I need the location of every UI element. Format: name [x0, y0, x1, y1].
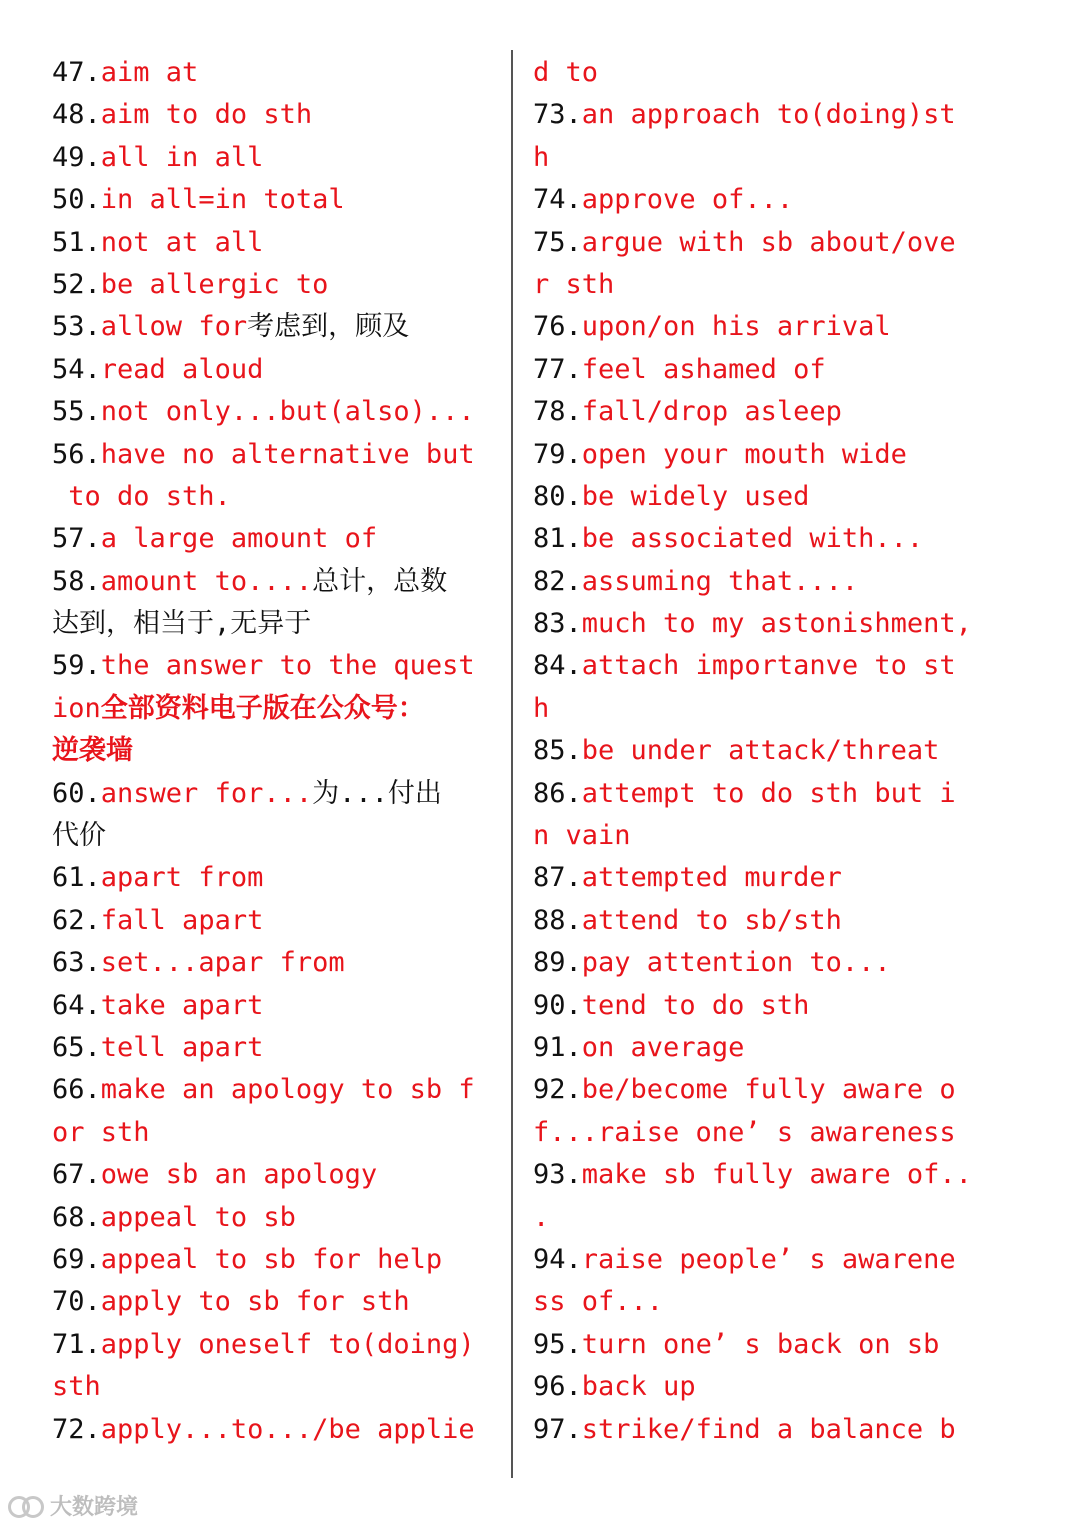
phrase-line [52, 1154, 492, 1196]
phrase-english: apart from [100, 862, 264, 894]
phrase-line [52, 561, 492, 603]
phrase-line [533, 603, 983, 645]
phrase-english: fall/drop asleep [581, 396, 842, 428]
watermark [8, 1490, 138, 1521]
phrase-english: make sb fully aware of.. [581, 1159, 972, 1191]
phrase-chinese-highlight: 逆袭墙 [52, 735, 133, 767]
phrase-number: 70. [52, 1286, 101, 1318]
phrase-english: be under attack/threat [581, 735, 940, 767]
phrase-english: strike/find a balance b [581, 1413, 956, 1445]
phrase-line [533, 1239, 983, 1281]
phrase-line [52, 857, 492, 899]
phrase-line [52, 476, 492, 518]
phrase-number: 86. [533, 777, 582, 809]
phrase-line [52, 137, 492, 179]
phrase-line [52, 1366, 492, 1408]
phrase-line [533, 222, 983, 264]
phrase-number: 76. [533, 311, 582, 343]
phrase-number: 94. [533, 1243, 582, 1275]
phrase-english: sth [52, 1371, 101, 1403]
phrase-number: 85. [533, 735, 582, 767]
phrase-line [52, 1409, 492, 1451]
phrase-number: 92. [533, 1074, 582, 1106]
phrase-english: fall apart [100, 904, 264, 936]
phrase-line [533, 94, 983, 136]
phrase-line [533, 476, 983, 518]
phrase-english: open your mouth wide [581, 438, 907, 470]
phrase-number: 53. [52, 311, 101, 343]
phrase-number: 87. [533, 862, 582, 894]
phrase-english: on average [581, 1031, 745, 1063]
phrase-english: a large amount of [100, 523, 378, 555]
phrase-number: 84. [533, 650, 582, 682]
phrase-english: attempt to do sth but i [581, 777, 956, 809]
phrase-line [52, 222, 492, 264]
phrase-line [52, 434, 492, 476]
phrase-line [533, 985, 983, 1027]
phrase-line [52, 603, 492, 645]
phrase-english: be associated with... [581, 523, 924, 555]
phrase-number: 52. [52, 268, 101, 300]
column-divider [511, 50, 513, 1478]
phrase-english: argue with sb about/ove [581, 226, 956, 258]
phrase-english: d to [533, 57, 599, 88]
phrase-number: 67. [52, 1159, 101, 1191]
phrase-number: 63. [52, 947, 101, 979]
phrase-line [52, 1197, 492, 1239]
phrase-line [533, 561, 983, 603]
phrase-number: 66. [52, 1074, 101, 1106]
phrase-number: 54. [52, 353, 101, 385]
phrase-line [533, 645, 983, 687]
phrase-line [52, 1281, 492, 1323]
phrase-english: apply to sb for sth [100, 1286, 410, 1318]
phrase-english: aim to do sth [100, 99, 313, 131]
phrase-number: 56. [52, 438, 101, 470]
phrase-line [533, 730, 983, 772]
phrase-line [533, 1281, 983, 1323]
phrase-chinese: 代价 [52, 820, 106, 852]
right-column [533, 52, 983, 1451]
phrase-english: aim at [100, 57, 199, 88]
phrase-english: much to my astonishment, [581, 608, 972, 640]
phrase-number: 90. [533, 989, 582, 1021]
phrase-chinese: 为...付出 [312, 777, 442, 809]
phrase-line [533, 900, 983, 942]
phrase-line [533, 688, 983, 730]
phrase-number: 78. [533, 396, 582, 428]
phrase-english: be allergic to [100, 268, 329, 300]
watermark-text: 大数跨境 [50, 1495, 139, 1520]
phrase-line [533, 349, 983, 391]
phrase-number: 74. [533, 184, 582, 216]
phrase-english: ss of... [533, 1286, 664, 1318]
phrase-line [533, 434, 983, 476]
phrase-english: feel ashamed of [581, 353, 826, 385]
phrase-number: 72. [52, 1413, 101, 1445]
phrase-english: r sth [533, 268, 615, 300]
phrase-number: 61. [52, 862, 101, 894]
phrase-line [52, 518, 492, 560]
phrase-number: 57. [52, 523, 101, 555]
phrase-line [533, 1154, 983, 1196]
phrase-line [52, 94, 492, 136]
phrase-english: not only...but(also)... [100, 396, 475, 428]
phrase-number: 96. [533, 1371, 582, 1403]
phrase-english: h [533, 692, 550, 724]
phrase-line [52, 815, 492, 857]
phrase-number: 89. [533, 947, 582, 979]
phrase-english: apply oneself to(doing) [100, 1328, 475, 1360]
phrase-number: 81. [533, 523, 582, 555]
phrase-number: 65. [52, 1031, 101, 1063]
phrase-number: 77. [533, 353, 582, 385]
phrase-line [52, 306, 492, 348]
phrase-english: owe sb an apology [100, 1159, 378, 1191]
phrase-line [52, 1112, 492, 1154]
phrase-number: 82. [533, 565, 582, 597]
phrase-number: 88. [533, 904, 582, 936]
phrase-line [533, 1409, 983, 1451]
phrase-line [533, 137, 983, 179]
phrase-english: pay attention to... [581, 947, 891, 979]
left-column [52, 52, 492, 1451]
phrase-english: apply...to.../be applie [100, 1413, 475, 1445]
phrase-number: 60. [52, 777, 101, 809]
phrase-line [533, 1112, 983, 1154]
phrase-line [533, 1366, 983, 1408]
phrase-number: 55. [52, 396, 101, 428]
phrase-english: make an apology to sb f [100, 1074, 475, 1106]
phrase-english: h [533, 141, 550, 173]
phrase-line [52, 52, 492, 94]
phrase-line [533, 1069, 983, 1111]
phrase-english: amount to.... [100, 565, 313, 597]
phrase-line [52, 1027, 492, 1069]
phrase-english: upon/on his arrival [581, 311, 891, 343]
phrase-line [533, 306, 983, 348]
phrase-number: 73. [533, 99, 582, 131]
phrase-line [533, 391, 983, 433]
phrase-english: back up [581, 1371, 696, 1403]
double-ring-logo-icon [8, 1494, 46, 1518]
phrase-line [52, 942, 492, 984]
phrase-line [52, 264, 492, 306]
phrase-line [533, 815, 983, 857]
phrase-chinese: 达到，相当于,无异于 [52, 608, 312, 640]
phrase-english: have no alternative but [100, 438, 475, 470]
phrase-english: be/become fully aware o [581, 1074, 956, 1106]
phrase-line [533, 264, 983, 306]
phrase-english: assuming that.... [581, 565, 859, 597]
phrase-line [52, 349, 492, 391]
phrase-number: 50. [52, 184, 101, 216]
phrase-number: 95. [533, 1328, 582, 1360]
phrase-english: turn one’ s back on sb [581, 1328, 940, 1360]
phrase-english: all in all [100, 141, 264, 173]
phrase-number: 75. [533, 226, 582, 258]
phrase-number: 58. [52, 565, 101, 597]
phrase-number: 79. [533, 438, 582, 470]
phrase-number: 71. [52, 1328, 101, 1360]
phrase-line [533, 773, 983, 815]
phrase-english: attempted murder [581, 862, 842, 894]
phrase-line [52, 900, 492, 942]
phrase-line [52, 688, 492, 730]
phrase-english: in all=in total [100, 184, 345, 216]
phrase-line [533, 518, 983, 560]
phrase-english: raise people’ s awarene [581, 1243, 956, 1275]
phrase-line [533, 1197, 983, 1239]
phrase-line [52, 645, 492, 687]
phrase-english: not at all [100, 226, 264, 258]
phrase-english: appeal to sb [100, 1201, 296, 1233]
phrase-line [52, 179, 492, 221]
phrase-english: attach importanve to st [581, 650, 956, 682]
phrase-number: 49. [52, 141, 101, 173]
phrase-line [52, 730, 492, 772]
phrase-line [533, 52, 983, 94]
phrase-line [533, 179, 983, 221]
phrase-number: 80. [533, 480, 582, 512]
phrase-english: or sth [52, 1116, 150, 1148]
phrase-line [52, 773, 492, 815]
phrase-number: 59. [52, 650, 101, 682]
phrase-number: 51. [52, 226, 101, 258]
phrase-english: appeal to sb for help [100, 1243, 443, 1275]
phrase-number: 68. [52, 1201, 101, 1233]
phrase-number: 69. [52, 1243, 101, 1275]
phrase-chinese-highlight: 全部资料电子版在公众号： [100, 692, 425, 724]
phrase-chinese: 总计，总数 [312, 565, 448, 597]
phrase-english: the answer to the quest [100, 650, 475, 682]
phrase-english: f...raise one’ s awareness [533, 1116, 956, 1148]
phrase-english: read aloud [100, 353, 264, 385]
phrase-english: to do sth. [52, 480, 231, 512]
phrase-english: allow for [100, 311, 248, 343]
phrase-line [533, 857, 983, 899]
phrase-number: 47. [52, 57, 101, 88]
phrase-english: tell apart [100, 1031, 264, 1063]
phrase-number: 83. [533, 608, 582, 640]
phrase-english: n vain [533, 820, 631, 852]
phrase-number: 97. [533, 1413, 582, 1445]
phrase-english: set...apar from [100, 947, 345, 979]
phrase-line [52, 1239, 492, 1281]
phrase-line [533, 942, 983, 984]
phrase-number: 93. [533, 1159, 582, 1191]
phrase-english: . [533, 1201, 550, 1233]
phrase-number: 48. [52, 99, 101, 131]
phrase-english: attend to sb/sth [581, 904, 842, 936]
phrase-line [52, 985, 492, 1027]
phrase-line [52, 1324, 492, 1366]
phrase-number: 91. [533, 1031, 582, 1063]
phrase-line [533, 1027, 983, 1069]
phrase-number: 64. [52, 989, 101, 1021]
phrase-english: answer for... [100, 777, 313, 809]
phrase-english: ion [52, 692, 101, 724]
phrase-english: approve of... [581, 184, 794, 216]
phrase-number: 62. [52, 904, 101, 936]
phrase-english: tend to do sth [581, 989, 810, 1021]
phrase-chinese: 考虑到，顾及 [247, 311, 410, 343]
phrase-line [52, 391, 492, 433]
phrase-english: take apart [100, 989, 264, 1021]
phrase-english: an approach to(doing)st [581, 99, 956, 131]
phrase-line [533, 1324, 983, 1366]
phrase-line [52, 1069, 492, 1111]
phrase-english: be widely used [581, 480, 810, 512]
